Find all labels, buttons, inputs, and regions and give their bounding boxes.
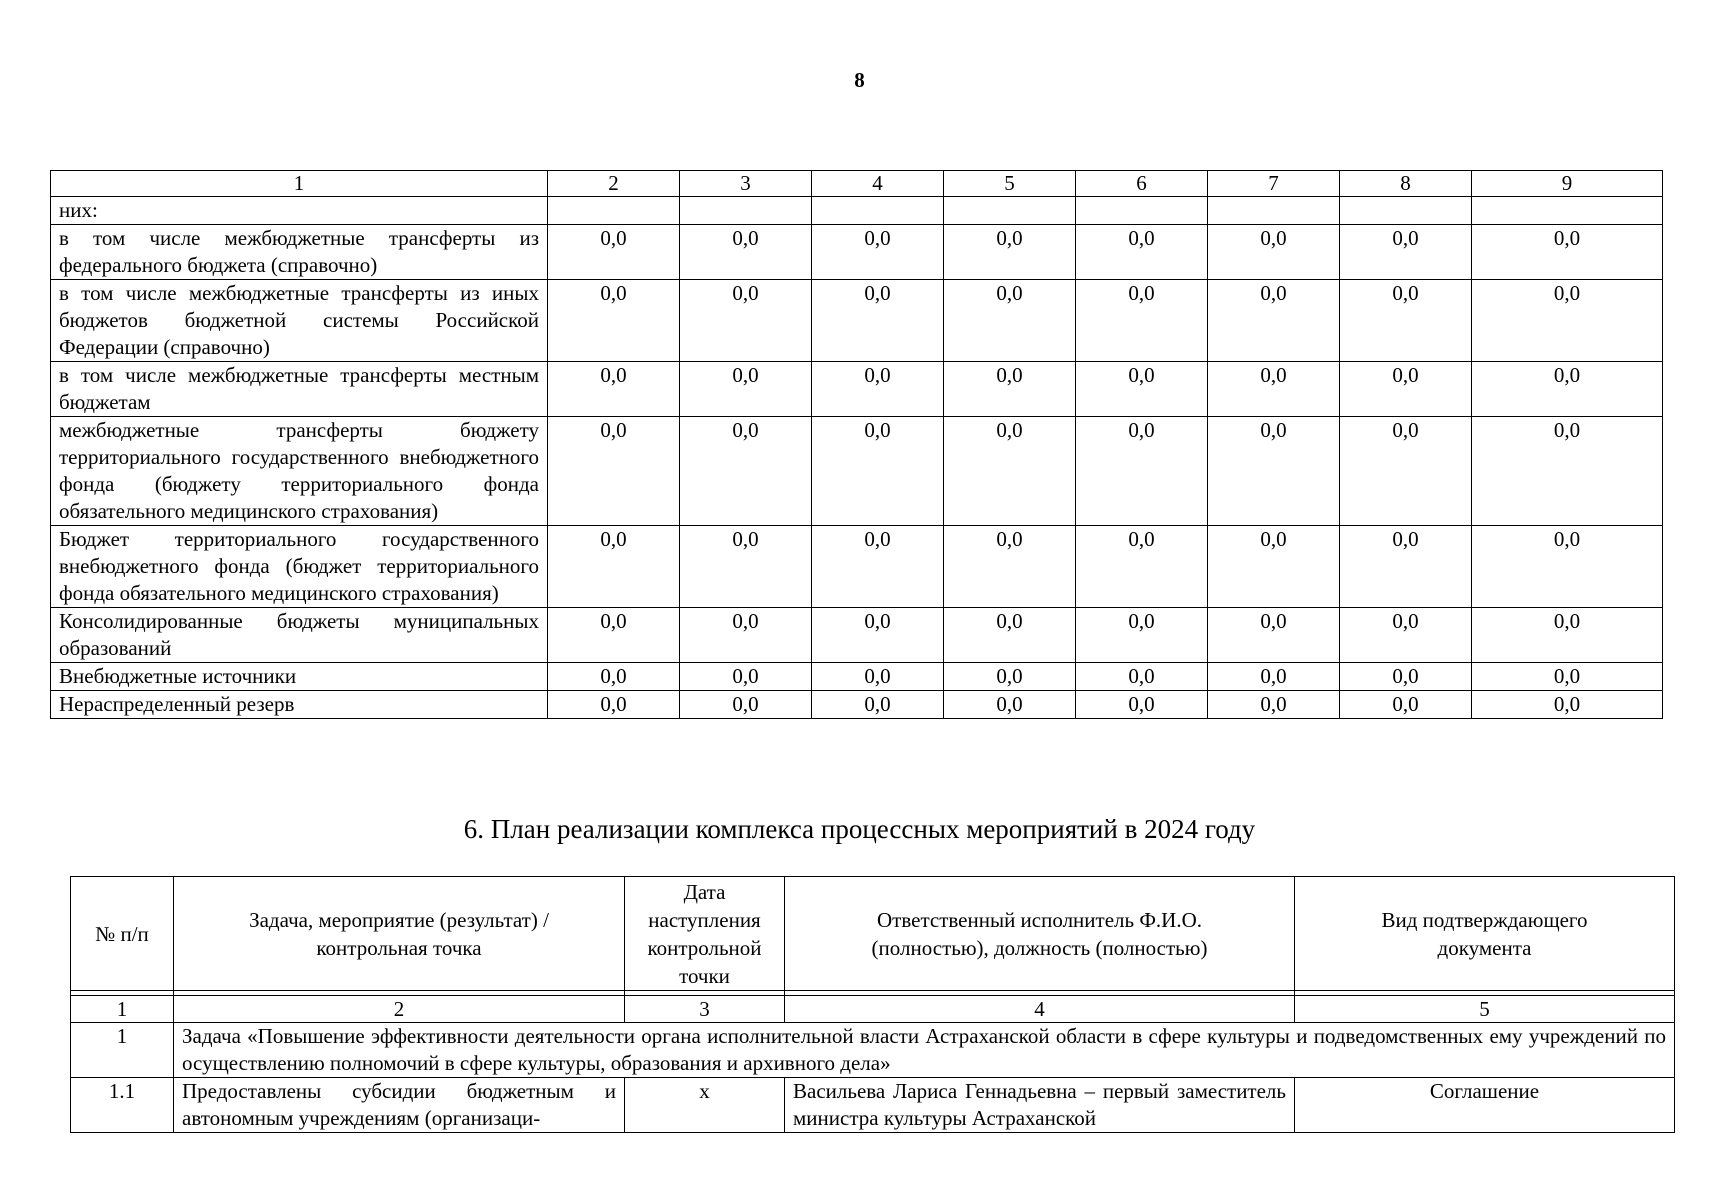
finance-row [51,280,1663,362]
value-cell: 0,0 [1208,280,1340,362]
value-cell: 0,0 [548,691,680,719]
finance-row [51,362,1663,417]
value-cell: 0,0 [1208,225,1340,280]
column-number: 9 [1472,171,1663,197]
value-cell: 0,0 [1472,417,1663,526]
value-cell: 0,0 [1472,280,1663,362]
row-label: в том числе межбюджетные трансферты из иных бюджетов бюджетной системы Российской Федерации (справочно) [51,280,548,362]
value-cell: 0,0 [1076,280,1208,362]
value-cell: 0,0 [680,280,812,362]
column-number: 8 [1340,171,1472,197]
value-cell: 0,0 [1076,663,1208,691]
item-task: Предоставлены субсидии бюджетным и автономным учреждениям (организаци- [174,1078,625,1133]
finance-row [51,608,1663,663]
value-cell: 0,0 [812,608,944,663]
finance-row [51,197,1663,225]
value-cell: 0,0 [1208,663,1340,691]
value-cell: 0,0 [1076,417,1208,526]
header-doc: Вид подтверждающего документа [1295,877,1675,991]
value-cell [680,197,812,225]
value-cell: 0,0 [1076,362,1208,417]
value-cell: 0,0 [944,691,1076,719]
value-cell: 0,0 [1076,526,1208,608]
row-label: Консолидированные бюджеты муниципальных образований [51,608,548,663]
row-label: в том числе межбюджетные трансферты местным бюджетам [51,362,548,417]
item-doc: Соглашение [1295,1078,1675,1133]
column-number: 1 [51,171,548,197]
value-cell: 0,0 [680,362,812,417]
row-label: Бюджет территориального государственного внебюджетного фонда (бюджет территориального фонда обязательного медицинского страхования) [51,526,548,608]
value-cell: 0,0 [680,691,812,719]
row-label: Нераспределенный резерв [51,691,548,719]
value-cell: 0,0 [1472,608,1663,663]
header-responsible: Ответственный исполнитель Ф.И.О. (полностью), должность (полностью) [785,877,1295,991]
value-cell: 0,0 [1472,663,1663,691]
value-cell: 0,0 [1472,526,1663,608]
value-cell: 0,0 [1340,225,1472,280]
value-cell: 0,0 [680,417,812,526]
value-cell [1076,197,1208,225]
value-cell: 0,0 [812,526,944,608]
row-label: Внебюджетные источники [51,663,548,691]
column-number: 7 [1208,171,1340,197]
value-cell: 0,0 [944,663,1076,691]
value-cell: 0,0 [548,608,680,663]
item-row [71,1078,1675,1133]
value-cell: 0,0 [1340,691,1472,719]
value-cell: 0,0 [1208,608,1340,663]
index-cell: 3 [625,996,785,1023]
value-cell: 0,0 [1340,608,1472,663]
value-cell: 0,0 [1340,526,1472,608]
value-cell: 0,0 [812,280,944,362]
value-cell: 0,0 [1472,362,1663,417]
row-label: межбюджетные трансферты бюджету территориального государственного внебюджетного фонда (бюджету территориального фонда обязательного медицинского страхования) [51,417,548,526]
value-cell: 0,0 [680,608,812,663]
value-cell: 0,0 [944,417,1076,526]
value-cell [548,197,680,225]
page-number: 8 [854,68,865,92]
finance-row [51,663,1663,691]
column-number: 3 [680,171,812,197]
item-responsible: Васильева Лариса Геннадьевна – первый заместитель министра культуры Астраханской [785,1078,1295,1133]
task-text: Задача «Повышение эффективности деятельности органа исполнительной власти Астраханской области в сфере культуры и подведомственных ему учреждений по осуществлению полномочий в сфере культуры, образования и архивного дела» [174,1023,1675,1078]
plan-table [70,876,1675,1133]
value-cell: 0,0 [1208,526,1340,608]
value-cell: 0,0 [812,663,944,691]
index-cell: 1 [71,996,174,1023]
value-cell: 0,0 [680,663,812,691]
value-cell: 0,0 [548,225,680,280]
finance-row [51,417,1663,526]
item-num: 1.1 [71,1078,174,1133]
value-cell: 0,0 [548,417,680,526]
finance-row [51,691,1663,719]
index-cell: 4 [785,996,1295,1023]
value-cell: 0,0 [812,691,944,719]
value-cell: 0,0 [1472,691,1663,719]
value-cell [1208,197,1340,225]
value-cell: 0,0 [1340,417,1472,526]
column-number: 4 [812,171,944,197]
finance-row [51,526,1663,608]
value-cell: 0,0 [1076,691,1208,719]
value-cell: 0,0 [1208,362,1340,417]
value-cell: 0,0 [548,663,680,691]
value-cell: 0,0 [812,225,944,280]
value-cell: 0,0 [1472,225,1663,280]
header-num: № п/п [71,877,174,991]
column-number: 6 [1076,171,1208,197]
index-cell: 2 [174,996,625,1023]
header-date: Дата наступления контрольной точки [625,877,785,991]
value-cell [1340,197,1472,225]
finance-table [50,170,1663,719]
value-cell: 0,0 [944,280,1076,362]
header-task: Задача, мероприятие (результат) / контрольная точка [174,877,625,991]
value-cell: 0,0 [1340,280,1472,362]
value-cell: 0,0 [812,362,944,417]
value-cell: 0,0 [944,225,1076,280]
value-cell [944,197,1076,225]
value-cell [1472,197,1663,225]
value-cell: 0,0 [680,225,812,280]
value-cell: 0,0 [812,417,944,526]
task-num: 1 [71,1023,174,1078]
column-number: 5 [944,171,1076,197]
value-cell [812,197,944,225]
value-cell: 0,0 [1076,608,1208,663]
value-cell: 0,0 [1340,362,1472,417]
value-cell: 0,0 [944,608,1076,663]
column-number: 2 [548,171,680,197]
plan-index-row [71,996,1675,1023]
value-cell: 0,0 [1076,225,1208,280]
value-cell: 0,0 [548,280,680,362]
value-cell: 0,0 [1208,417,1340,526]
value-cell: 0,0 [944,362,1076,417]
value-cell: 0,0 [548,362,680,417]
row-label: них: [51,197,548,225]
task-row [71,1023,1675,1078]
finance-header-row [51,171,1663,197]
value-cell: 0,0 [680,526,812,608]
finance-row [51,225,1663,280]
plan-header-row [71,877,1675,991]
value-cell: 0,0 [1340,663,1472,691]
value-cell: 0,0 [548,526,680,608]
row-label: в том числе межбюджетные трансферты из федерального бюджета (справочно) [51,225,548,280]
value-cell: 0,0 [1208,691,1340,719]
item-date: х [625,1078,785,1133]
index-cell: 5 [1295,996,1675,1023]
value-cell: 0,0 [944,526,1076,608]
section-title: 6. План реализации комплекса процессных мероприятий в 2024 году [463,814,1256,844]
